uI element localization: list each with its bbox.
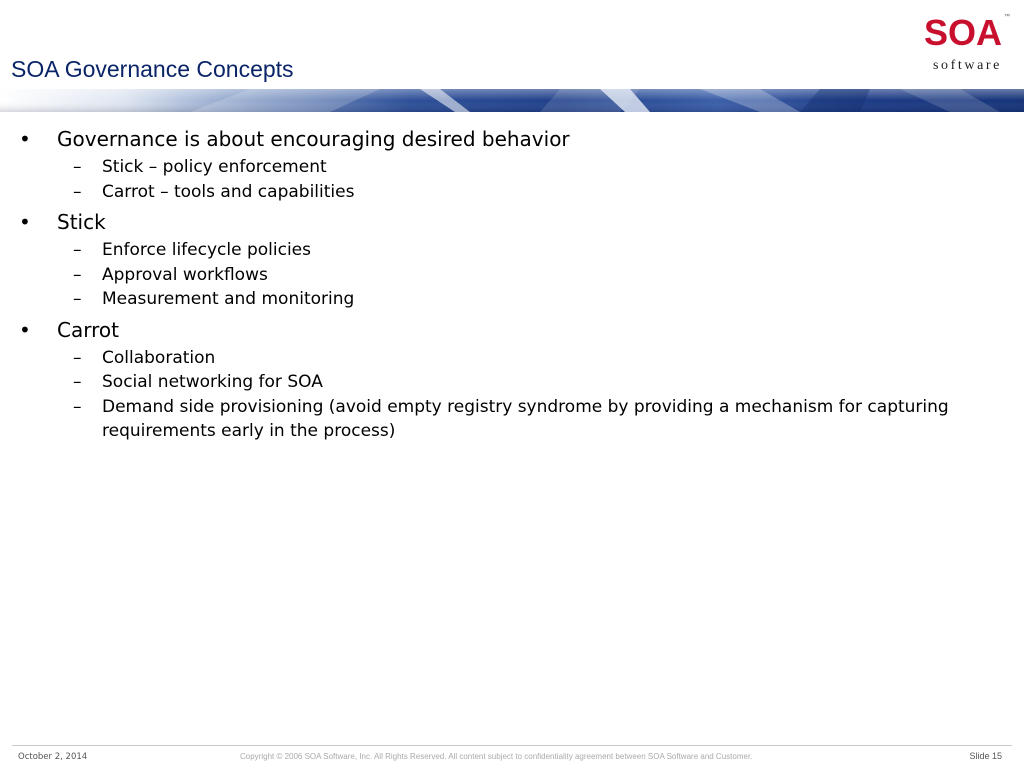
- dash-glyph: –: [73, 372, 82, 392]
- footer-slide-number: Slide 15: [969, 751, 1002, 761]
- logo-trademark: ™: [1004, 14, 1010, 20]
- footer-divider: [12, 745, 1012, 746]
- bullet-item: [0, 207, 1024, 237]
- bullet-content: [0, 124, 1024, 444]
- sub-bullet-item: [0, 287, 1024, 312]
- sub-bullet-text: Stick – policy enforcement: [102, 157, 327, 177]
- sub-bullet-item: [0, 238, 1024, 263]
- sub-bullet-text: Social networking for SOA: [102, 372, 323, 392]
- header-banner: [0, 89, 1024, 112]
- slide-title: SOA Governance Concepts: [11, 56, 294, 82]
- logo-subtitle: software: [932, 58, 1002, 73]
- dash-glyph: –: [73, 264, 82, 285]
- banner-graphic: [0, 89, 1024, 112]
- dash-glyph: –: [73, 396, 82, 417]
- bullet-glyph: •: [19, 317, 31, 342]
- sub-bullet-text: Carrot – tools and capabilities: [102, 181, 355, 202]
- sub-bullet-item: [0, 395, 1024, 444]
- sub-bullet-text: Collaboration: [102, 347, 216, 368]
- logo-wordmark: SOA: [923, 12, 1002, 53]
- sub-bullet-item: [0, 346, 1024, 371]
- dash-glyph: –: [73, 157, 82, 177]
- bullet-text: Carrot: [57, 317, 119, 342]
- soa-software-logo: [910, 12, 1010, 78]
- bullet-item: [0, 124, 1024, 154]
- dash-glyph: –: [73, 240, 82, 260]
- bullet-item: [0, 315, 1024, 345]
- sub-bullet-item: [0, 370, 1024, 395]
- sub-bullet-item: [0, 155, 1024, 180]
- bullet-text: Stick: [57, 210, 106, 234]
- sub-bullet-item: [0, 263, 1024, 288]
- sub-bullet-text: Measurement and monitoring: [102, 289, 355, 309]
- bullet-glyph: •: [19, 210, 31, 234]
- sub-bullet-text: Approval workflows: [102, 264, 268, 285]
- footer-copyright: Copyright © 2006 SOA Software, Inc. All Rights Reserved. All content subject to confidentiality agreement between SOA Software and Customer.: [240, 752, 753, 761]
- footer-date: October 2, 2014: [18, 752, 88, 762]
- dash-glyph: –: [73, 347, 82, 368]
- dash-glyph: –: [73, 289, 82, 309]
- sub-bullet-text: Demand side provisioning (avoid empty registry syndrome by providing a mechanism for capturing requirements early in the process): [102, 396, 949, 441]
- sub-bullet-text: Enforce lifecycle policies: [102, 240, 311, 260]
- bullet-glyph: •: [19, 127, 31, 151]
- sub-bullet-item: [0, 180, 1024, 205]
- dash-glyph: –: [73, 181, 82, 202]
- bullet-text: Governance is about encouraging desired behavior: [57, 127, 570, 151]
